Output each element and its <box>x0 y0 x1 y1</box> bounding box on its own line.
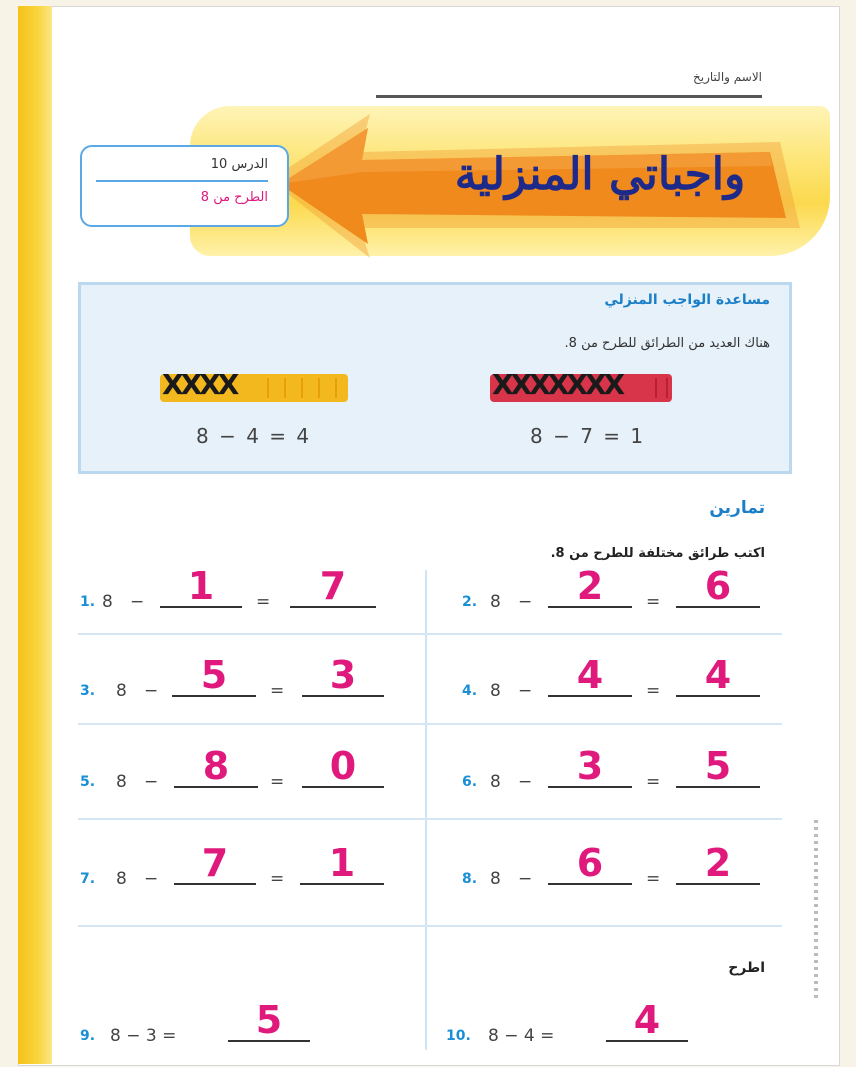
minuend: 8 <box>490 772 501 792</box>
problem-number: 8. <box>462 871 478 887</box>
minus-sign: − <box>518 869 533 889</box>
equals-sign: = <box>270 772 285 792</box>
answer-blank[interactable]: 5 <box>172 655 256 697</box>
problem-2 <box>462 556 772 616</box>
minus-sign: − <box>144 869 159 889</box>
answer-blank[interactable]: 3 <box>548 746 632 788</box>
problem-number: 4. <box>462 683 478 699</box>
answer-blank[interactable]: 4 <box>548 655 632 697</box>
answer-blank[interactable]: 5 <box>676 746 760 788</box>
minuend: 8 <box>116 869 127 889</box>
problem-6 <box>462 736 772 796</box>
minuend: 8 <box>490 592 501 612</box>
minuend: 8 <box>102 592 113 612</box>
problem-1 <box>80 556 390 616</box>
problem-4 <box>462 645 772 705</box>
answer-blank[interactable]: 4 <box>676 655 760 697</box>
minuend: 8 <box>490 681 501 701</box>
row-divider <box>78 818 782 820</box>
equals-sign: = <box>646 592 661 612</box>
problem-9 <box>80 990 330 1050</box>
minus-sign: − <box>144 681 159 701</box>
answer-blank[interactable]: 6 <box>548 843 632 885</box>
equals-sign: = <box>646 772 661 792</box>
answer-blank[interactable]: 4 <box>606 1000 688 1042</box>
example-right-equation: 8 − 7 = 1 <box>530 424 646 448</box>
minuend: 8 <box>490 869 501 889</box>
minus-sign: − <box>130 592 145 612</box>
example-left-equation: 8 − 4 = 4 <box>196 424 312 448</box>
lesson-topic: الطرح من 8 <box>200 190 268 205</box>
answer-blank[interactable]: 0 <box>302 746 384 788</box>
answer-blank[interactable]: 5 <box>228 1000 310 1042</box>
minuend: 8 <box>116 681 127 701</box>
minus-sign: − <box>518 681 533 701</box>
equals-sign: = <box>270 681 285 701</box>
problem-3 <box>80 645 390 705</box>
equals-sign: = <box>256 592 271 612</box>
problem-5 <box>80 736 390 796</box>
answer-blank[interactable]: 2 <box>676 843 760 885</box>
answer-blank[interactable]: 6 <box>676 566 760 608</box>
row-divider <box>78 925 782 927</box>
equals-sign: = <box>270 869 285 889</box>
help-title: مساعدة الواجب المنزلي <box>604 292 770 308</box>
answer-blank[interactable]: 7 <box>290 566 376 608</box>
answer-blank[interactable]: 2 <box>548 566 632 608</box>
minus-sign: − <box>518 772 533 792</box>
answer-blank[interactable]: 7 <box>174 843 256 885</box>
help-text: هناك العديد من الطرائق للطرح من 8. <box>564 336 770 351</box>
answer-blank[interactable]: 8 <box>174 746 258 788</box>
lesson-number: الدرس 10 <box>210 157 268 172</box>
lesson-separator <box>96 180 268 182</box>
subtract-title: اطرح <box>728 960 765 976</box>
minus-sign: − <box>518 592 533 612</box>
problem-10 <box>446 990 696 1050</box>
problem-number: 3. <box>80 683 96 699</box>
problem-number: 7. <box>80 871 96 887</box>
red-crossed-marks: XXXXXXX <box>492 368 623 401</box>
problem-number: 2. <box>462 594 478 610</box>
yellow-side-band <box>18 6 52 1064</box>
answer-blank[interactable]: 3 <box>302 655 384 697</box>
equals-sign: = <box>646 681 661 701</box>
equals-sign: = <box>646 869 661 889</box>
column-divider <box>425 570 427 1050</box>
name-date-label: الاسم والتاريخ <box>693 70 762 84</box>
minuend: 8 <box>116 772 127 792</box>
expression: 8 − 4 = <box>488 1026 555 1046</box>
row-divider <box>78 723 782 725</box>
practice-instruction: اكتب طرائق مختلفة للطرح من 8. <box>550 546 765 561</box>
problem-8 <box>462 833 772 893</box>
problem-number: 10. <box>446 1028 471 1044</box>
problem-number: 9. <box>80 1028 96 1044</box>
answer-blank[interactable]: 1 <box>160 566 242 608</box>
problem-number: 1. <box>80 594 96 610</box>
copyright-side-text <box>814 820 818 1000</box>
row-divider <box>78 633 782 635</box>
problem-7 <box>80 833 390 893</box>
yellow-cube-cells <box>252 378 342 398</box>
name-date-line[interactable] <box>376 95 762 98</box>
page-title: واجباتي المنزلية <box>454 149 746 200</box>
answer-blank[interactable]: 1 <box>300 843 384 885</box>
problem-number: 6. <box>462 774 478 790</box>
yellow-crossed-marks: XXXX <box>162 368 237 401</box>
problem-number: 5. <box>80 774 96 790</box>
practice-title: تمارين <box>709 498 765 518</box>
minus-sign: − <box>144 772 159 792</box>
red-cube-cells <box>646 378 668 398</box>
expression: 8 − 3 = <box>110 1026 177 1046</box>
